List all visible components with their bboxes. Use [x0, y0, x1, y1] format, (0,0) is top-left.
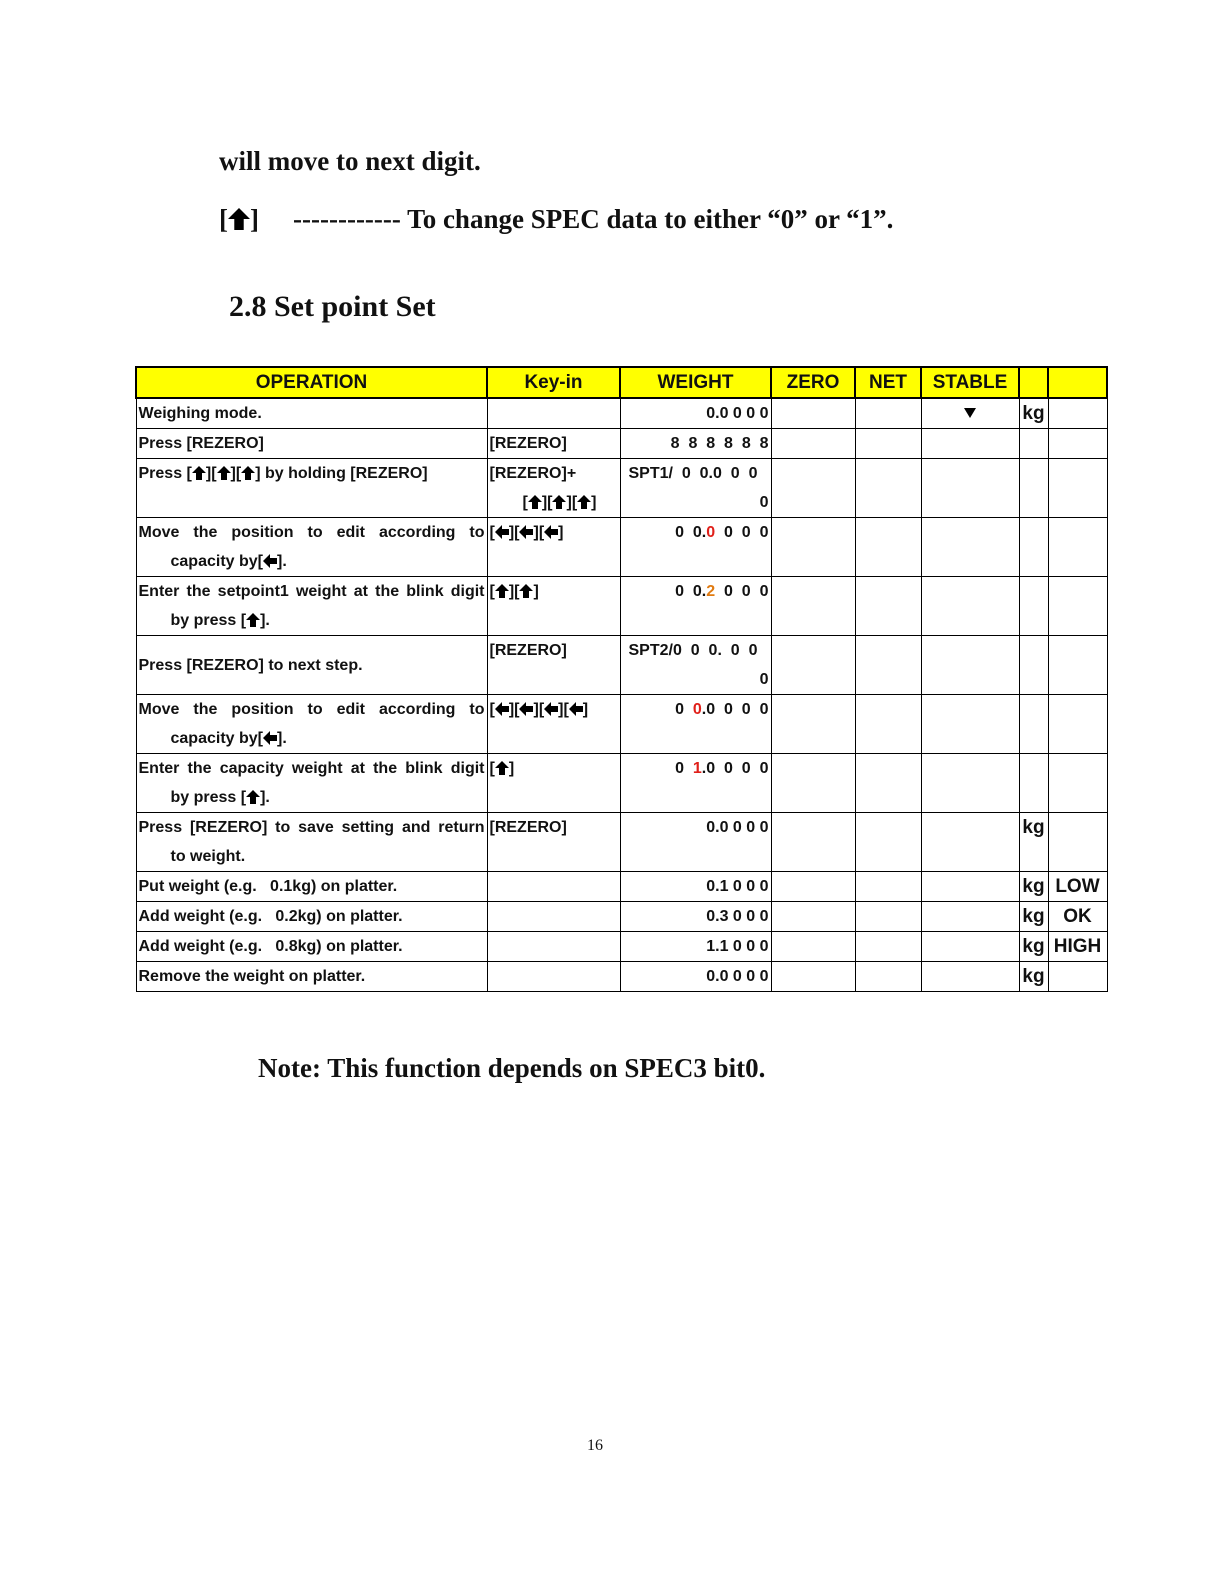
operation-cell: Press [REZERO] to next step.: [136, 636, 487, 695]
operation-cell: Remove the weight on platter.: [136, 962, 487, 992]
arrow-left-icon: [495, 525, 509, 539]
weight-cell: 0.0 0 0 0: [620, 398, 771, 429]
stable-triangle-icon: [964, 408, 976, 418]
arrow-left-icon: [519, 525, 533, 539]
arrow-left-icon: [263, 731, 277, 745]
weight-cell: 0 0.0 0 0 0: [620, 518, 771, 577]
intro-line-1: will move to next digit.: [219, 146, 481, 176]
table-row: [136, 902, 1107, 932]
keyin-cell: [ ][ ]: [487, 577, 620, 636]
arrow-left-icon: [569, 702, 583, 716]
operation-cell: Enter the capacity weight at the blink digit by press [ ].: [136, 754, 487, 813]
spec-change-text: To change SPEC data to either “0” or “1”.: [407, 204, 894, 234]
table-row: [136, 577, 1107, 636]
header-unit: [1019, 367, 1048, 398]
arrow-up-icon: [217, 466, 231, 480]
weight-cell: 0.0 0 0 0: [620, 813, 771, 872]
keyin-cell: [ ][ ][ ][ ]: [487, 695, 620, 754]
operation-cell: Add weight (e.g. 0.2kg) on platter.: [136, 902, 487, 932]
header-zero: ZERO: [771, 367, 855, 398]
blink-digit: 0: [706, 524, 716, 541]
arrow-up-icon: [495, 761, 509, 775]
status-cell: [1048, 398, 1107, 429]
operation-cell: Press [REZERO]: [136, 429, 487, 459]
operation-cell: Weighing mode.: [136, 398, 487, 429]
table-row: [136, 459, 1107, 518]
key-bracket-close: ]: [250, 204, 259, 234]
arrow-up-icon: [246, 790, 260, 804]
arrow-up-icon: [246, 613, 260, 627]
blink-digit: 0: [692, 701, 702, 718]
table-row: [136, 518, 1107, 577]
table-row: [136, 932, 1107, 962]
arrow-up-icon: [552, 495, 566, 509]
header-net: NET: [855, 367, 921, 398]
weight-cell: SPT1/ 0 0.0 0 0 0: [620, 459, 771, 518]
arrow-up-icon: [519, 584, 533, 598]
table-row: [136, 813, 1107, 872]
intro-line-2: [219, 204, 893, 235]
table-row: [136, 695, 1107, 754]
arrow-up-icon: [192, 466, 206, 480]
keyin-cell: [REZERO]: [487, 636, 620, 695]
weight-cell: 8 8 8 8 8 8: [620, 429, 771, 459]
setpoint-table: [135, 366, 1108, 992]
weight-cell: 1.1 0 0 0: [620, 932, 771, 962]
table-row: [136, 872, 1107, 902]
unit-cell: kg: [1019, 962, 1048, 992]
status-cell: HIGH: [1048, 932, 1107, 962]
table-row: [136, 429, 1107, 459]
operation-cell: Move the position to edit according to capacity by[ ].: [136, 518, 487, 577]
header-operation: OPERATION: [136, 367, 487, 398]
blink-digit: 1: [692, 760, 702, 777]
status-cell: LOW: [1048, 872, 1107, 902]
table-row: [136, 636, 1107, 695]
keyin-cell: [REZERO]+ [ ][ ][ ]: [487, 459, 620, 518]
header-weight: WEIGHT: [620, 367, 771, 398]
arrow-up-icon: [528, 495, 542, 509]
blink-digit: 2: [706, 583, 716, 600]
arrow-left-icon: [263, 554, 277, 568]
key-bracket-open: [: [219, 204, 228, 234]
weight-cell: 0.0 0 0 0: [620, 962, 771, 992]
note-text: Note: This function depends on SPEC3 bit0.: [258, 1053, 766, 1083]
arrow-up-icon: [577, 495, 591, 509]
operation-cell: Add weight (e.g. 0.8kg) on platter.: [136, 932, 487, 962]
table-row: [136, 962, 1107, 992]
arrow-left-icon: [519, 702, 533, 716]
header-stable: STABLE: [921, 367, 1019, 398]
arrow-left-icon: [544, 702, 558, 716]
keyin-cell: [REZERO]: [487, 813, 620, 872]
operation-cell: Press [REZERO] to save setting and return to weight.: [136, 813, 487, 872]
weight-cell: 0.3 0 0 0: [620, 902, 771, 932]
unit-cell: kg: [1019, 872, 1048, 902]
keyin-cell: [487, 398, 620, 429]
unit-cell: kg: [1019, 398, 1048, 429]
table-row: [136, 754, 1107, 813]
arrow-up-icon: [228, 207, 250, 231]
zero-cell: [771, 398, 855, 429]
weight-cell: 0 1.0 0 0 0: [620, 754, 771, 813]
unit-cell: kg: [1019, 932, 1048, 962]
weight-cell: 0.1 0 0 0: [620, 872, 771, 902]
arrow-up-icon: [495, 584, 509, 598]
weight-cell: SPT2/0 0 0. 0 0 0: [620, 636, 771, 695]
weight-cell: 0 0.0 0 0 0: [620, 695, 771, 754]
operation-cell: Press [ ][ ][ ] by holding [REZERO]: [136, 459, 487, 518]
arrow-up-icon: [241, 466, 255, 480]
net-cell: [855, 398, 921, 429]
dashes: ------------: [293, 204, 401, 234]
unit-cell: kg: [1019, 902, 1048, 932]
table-header-row: [136, 367, 1107, 398]
operation-cell: Put weight (e.g. 0.1kg) on platter.: [136, 872, 487, 902]
operation-cell: Enter the setpoint1 weight at the blink digit by press [ ].: [136, 577, 487, 636]
weight-cell: 0 0.2 0 0 0: [620, 577, 771, 636]
stable-cell: [921, 398, 1019, 429]
page-number: 16: [587, 1437, 603, 1454]
header-keyin: Key-in: [487, 367, 620, 398]
section-heading: 2.8 Set point Set: [229, 290, 436, 323]
operation-cell: Move the position to edit according to capacity by[ ].: [136, 695, 487, 754]
keyin-cell: [REZERO]: [487, 429, 620, 459]
arrow-left-icon: [495, 702, 509, 716]
unit-cell: kg: [1019, 813, 1048, 872]
keyin-cell: [ ][ ][ ]: [487, 518, 620, 577]
header-status: [1048, 367, 1107, 398]
keyin-cell: [ ]: [487, 754, 620, 813]
arrow-left-icon: [544, 525, 558, 539]
table-row: [136, 398, 1107, 429]
status-cell: OK: [1048, 902, 1107, 932]
